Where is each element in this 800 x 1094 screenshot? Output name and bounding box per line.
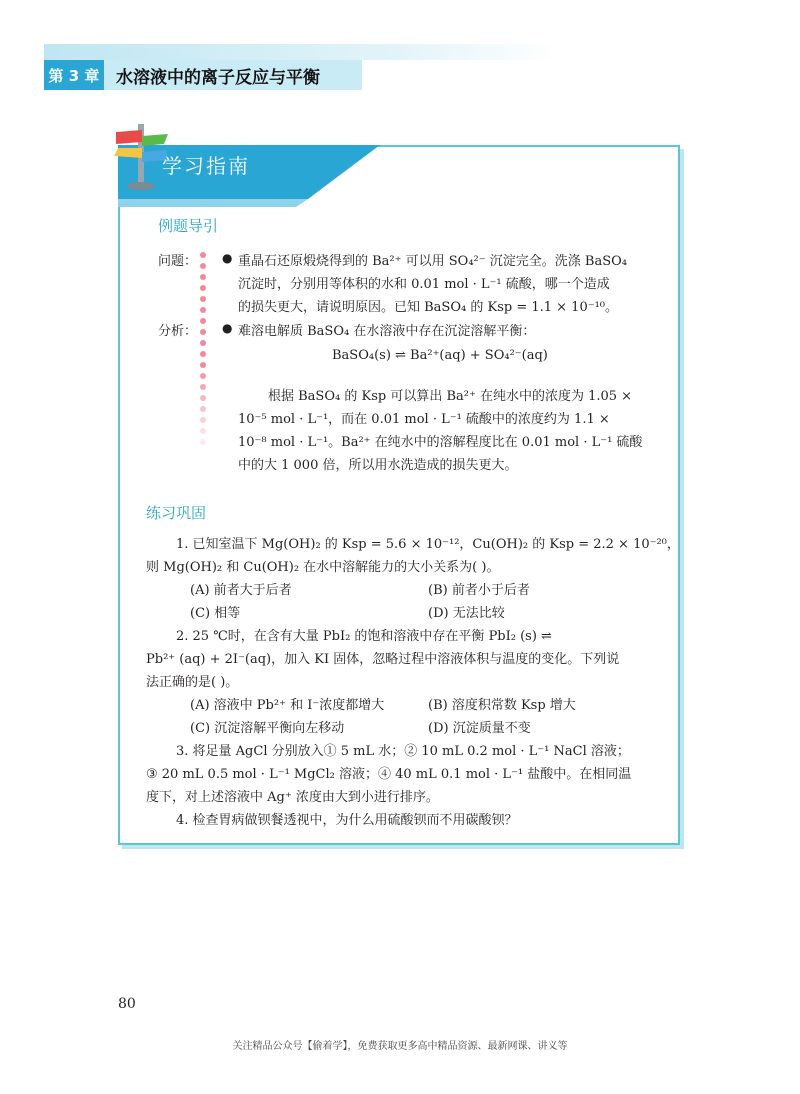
q2-option-a: (A) 溶液中 Pb²⁺ 和 I⁻浓度都增大 — [190, 698, 385, 713]
analysis-text-line: 10⁻⁸ mol · L⁻¹。Ba²⁺ 在纯水中的溶解程度比在 0.01 mol · L⁻¹ 硫酸 — [238, 435, 643, 450]
practice-heading: 练习巩固 — [146, 504, 207, 522]
q3-line: 3. 将足量 AgCl 分别放入① 5 mL 水；② 10 mL 0.2 mol · L⁻¹ NaCl 溶液； — [176, 744, 630, 759]
question-text-line: 沉淀时，分别用等体积的水和 0.01 mol · L⁻¹ 硫酸，哪一个造成 — [238, 277, 610, 292]
analysis-intro: 难溶电解质 BaSO₄ 在水溶液中存在沉淀溶解平衡： — [238, 324, 536, 339]
page-number: 80 — [118, 996, 136, 1012]
q1-line: 1. 已知室温下 Mg(OH)₂ 的 Ksp = 5.6 × 10⁻¹²，Cu(OH)₂ 的 Ksp = 2.2 × 10⁻²⁰， — [176, 537, 680, 552]
q2-line: 2. 25 ℃时，在含有大量 PbI₂ 的饱和溶液中存在平衡 PbI₂ (s) ⇌ — [176, 629, 552, 644]
example-heading: 例题导引 — [158, 217, 219, 235]
q4-line: 4. 检查胃病做钡餐透视中，为什么用硫酸钡而不用碳酸钡？ — [176, 813, 518, 828]
q1-option-a: (A) 前者大于后者 — [190, 583, 292, 598]
q2-line: Pb²⁺ (aq) + 2I⁻(aq)，加入 KI 固体，忽略过程中溶液体积与温度的变化。下列说 — [146, 652, 620, 667]
q2-option-c: (C) 沉淀溶解平衡向左移动 — [190, 721, 345, 736]
equilibrium-equation: BaSO₄(s) ⇌ Ba²⁺(aq) + SO₄²⁻(aq) — [332, 348, 548, 363]
question-label: 问题： — [158, 254, 198, 269]
q3-line: ③ 20 mL 0.5 mol · L⁻¹ MgCl₂ 溶液；④ 40 mL 0.1 mol · L⁻¹ 盐酸中。在相同温 — [146, 767, 632, 782]
q1-option-b: (B) 前者小于后者 — [428, 583, 530, 598]
study-guide-title: 学习指南 — [162, 154, 250, 178]
bullet-icon: ● — [222, 251, 233, 265]
chapter-title: 水溶液中的离子反应与平衡 — [104, 60, 362, 90]
q3-line: 度下，对上述溶液中 Ag⁺ 浓度由大到小进行排序。 — [146, 790, 439, 805]
analysis-text-line: 10⁻⁵ mol · L⁻¹，而在 0.01 mol · L⁻¹ 硫酸中的浓度约为 1.1 × — [238, 412, 610, 427]
chapter-header-bar — [44, 44, 556, 60]
chapter-number: 第 3 章 — [44, 60, 104, 90]
bullet-icon: ● — [222, 321, 233, 335]
analysis-label: 分析： — [158, 324, 198, 339]
question-text-line: 重晶石还原煅烧得到的 Ba²⁺ 可以用 SO₄²⁻ 沉淀完全。洗涤 BaSO₄ — [238, 254, 627, 269]
q2-line: 法正确的是( )。 — [146, 675, 239, 690]
analysis-text-line: 根据 BaSO₄ 的 Ksp 可以算出 Ba²⁺ 在纯水中的浓度为 1.05 × — [268, 389, 633, 404]
q1-line: 则 Mg(OH)₂ 和 Cu(OH)₂ 在水中溶解能力的大小关系为( )。 — [146, 560, 500, 575]
q2-option-b: (B) 溶度积常数 Ksp 增大 — [428, 698, 576, 713]
question-text-line: 的损失更大，请说明原因。已知 BaSO₄ 的 Ksp = 1.1 × 10⁻¹⁰。 — [238, 300, 618, 315]
analysis-text-line: 中的大 1 000 倍，所以用水洗造成的损失更大。 — [238, 458, 518, 473]
q2-option-d: (D) 沉淀质量不变 — [428, 721, 531, 736]
q1-option-d: (D) 无法比较 — [428, 606, 505, 621]
footer-notice: 关注精品公众号【偷着学】，免费获取更多高中精品资源、最新网课、讲义等 — [232, 1041, 568, 1052]
q1-option-c: (C) 相等 — [190, 606, 241, 621]
decorative-dot-column — [200, 252, 210, 450]
